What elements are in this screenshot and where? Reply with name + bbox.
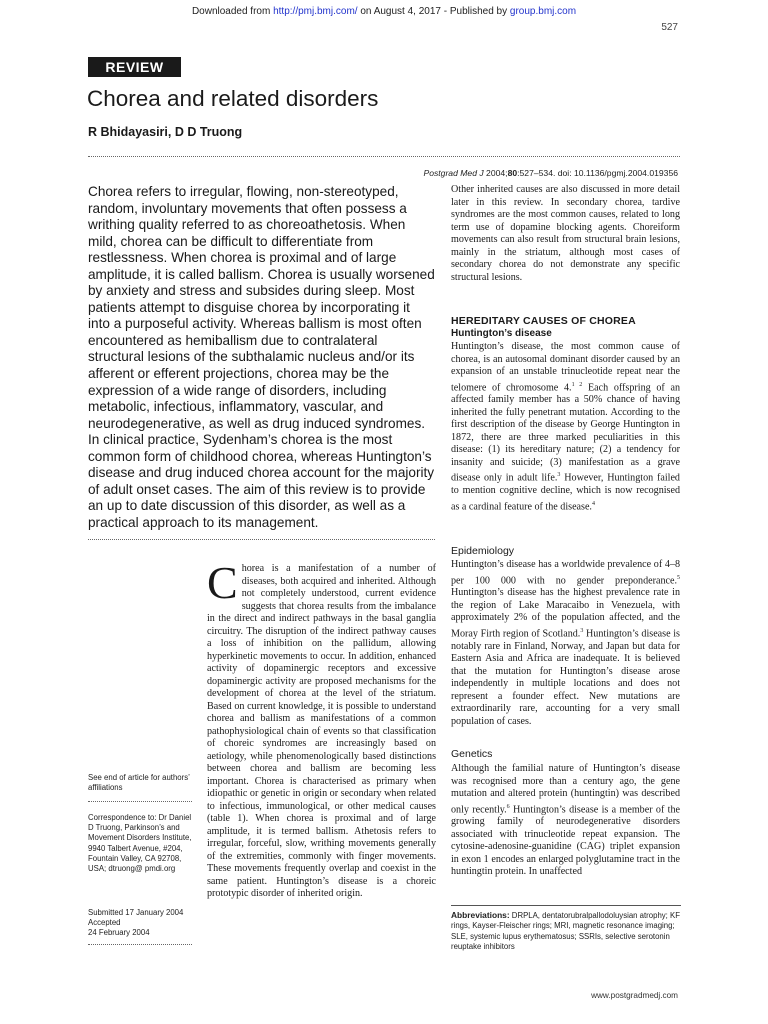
sidebar-divider	[88, 801, 192, 802]
epidemiology-paragraph	[451, 559, 680, 728]
subheading-huntington: Huntington’s disease	[451, 328, 552, 339]
ref-marker: 4	[591, 500, 595, 507]
right-col-intro	[451, 184, 680, 284]
epi-text: Huntington’s disease has the highest prevalence rate in the region of Lake Maracaibo in Venezuela, with approximately 2% of the population affected, and the Moray Firth region of Scotland.	[451, 587, 680, 640]
gen-text: Although the familial nature of Huntington’s disease was recognised more than a century ago, the gene mutation and altered protein (huntingtin) was described only recently.	[451, 763, 680, 815]
section-tag: REVIEW	[88, 57, 181, 77]
subheading-epidemiology: Epidemiology	[451, 545, 515, 557]
citation-year: 2004;	[486, 168, 508, 178]
abbreviations-label: Abbreviations:	[451, 910, 510, 920]
huntington-paragraph	[451, 341, 680, 514]
abbreviations-box	[451, 910, 681, 953]
citation-pages-doi: :527–534. doi: 10.1136/pgmj.2004.019356	[517, 168, 678, 178]
authors: R Bhidayasiri, D D Truong	[88, 125, 243, 139]
subheading-genetics: Genetics	[451, 748, 493, 760]
epi-text: Huntington’s disease has a worldwide prevalence of 4–8 per 100 000 with no gender preponderance.	[451, 559, 680, 586]
accepted-date: 24 February 2004	[88, 928, 150, 937]
epi-text: Huntington’s disease is notably rare in Finland, Norway, and Japan but data for Eastern Asia and Africa are inadequate. It is believed that the mutation for Huntington’s disease arose independently in multiple locations and does not represent a founder effect. New mutations are extraordinarily rare, accounting for a very small population of cases.	[451, 628, 680, 727]
genetics-paragraph	[451, 763, 680, 879]
ref-marker: 3	[557, 472, 561, 479]
correspondence: Correspondence to: Dr Daniel D Truong, Parkinson’s and Movement Disorders Institute, 9940 Talbert Avenue, #204, Fountain Valley, CA 92708, USA; dtruong@ pmdi.org	[88, 813, 192, 874]
body-text: horea is a manifestation of a number of diseases, both acquired and inherited. Although not completely understood, current evidence suggests that chorea results from the imbalance in the direct and indirect pathways in the basal ganglia circuitry. The disruption of the indirect pathway causes a loss of inhibition on the pallidum, allowing hyperkinetic movements to occur. In addition, enhanced activity of dopaminergic receptors and excessive dopaminergic activity are proposed mechanisms for the development of chorea at the level of the striatum. Based on current knowledge, it is possible to understand chorea and ballism as manifestations of a common pathophysiological chain of events so that classification of choreic syndromes are increasingly based on aetiology, while phenomenologically based distinctions between chorea and ballism are becoming less important. Chorea is characterised as primary when idiopathic or genetic in origin or secondary when related to infectious, immunological, or other medical causes (table 1). When chorea is proximal and of large amplitude, it is termed ballism. Athetosis refers to irregular, forceful, slow, writhing movements generally of the extremities, commonly with finger movements. These movements frequently overlap and coexist in the same patient. Huntington’s disease is a choreic prototypic disorder of inherited origin.	[207, 563, 436, 899]
ref-marker: 6	[506, 803, 510, 810]
section-heading: HEREDITARY CAUSES OF CHOREA	[451, 315, 636, 327]
abstract-divider	[88, 539, 435, 540]
citation-volume: 80	[507, 168, 518, 178]
hd-text: However, Huntington failed to mention cognitive decline, which is now recognised as a cardinal feature of the disease.	[451, 472, 680, 513]
body-paragraph	[207, 557, 436, 901]
drop-cap: C	[207, 557, 238, 608]
sidebar-divider	[88, 944, 192, 945]
accepted-label: Accepted	[88, 918, 121, 927]
banner-middle: on August 4, 2017 - Published by	[357, 6, 510, 17]
page-number: 527	[661, 22, 678, 33]
download-banner	[0, 6, 768, 17]
bmj-group-link[interactable]: group.bmj.com	[509, 6, 577, 17]
article-title: Chorea and related disorders	[87, 86, 379, 111]
abbreviations-rule	[451, 905, 681, 906]
pmj-link[interactable]: http://pmj.bmj.com/	[273, 6, 358, 17]
journal-name: Postgrad Med J	[423, 168, 484, 178]
intro-paragraph: Other inherited causes are also discussed in more detail later in this review. In secondary chorea, tardive syndromes are the most common causes, related to long term use of dopamine blocking agents. Choreiform movements can also result from structural brain lesions, mainly in the striatum, although most cases of secondary chorea do not demonstrate any specific structural lesions.	[451, 184, 680, 283]
affiliations-note: See end of article for authors’ affiliations	[88, 773, 190, 793]
abbreviations-text: DRPLA, dentatorubralpallodoluysian atrophy; KF rings, Kayser-Fleischer rings; MRI, magnetic resonance imaging; SLE, systemic lupus erythematosus; SSRIs, selective serotonin reuptake inhibitors	[451, 911, 680, 952]
abstract: Chorea refers to irregular, flowing, non-stereotyped, random, involuntary movements that often possess a writhing quality referred to as choreoathetosis. When mild, chorea can be difficult to differentiate from restlessness. When chorea is proximal and of large amplitude, it is called ballism. Chorea is usually worsened by anxiety and stress and subsides during sleep. Most patients attempt to disguise chorea by incorporating it into a purposeful activity. Whereas ballism is most often encountered as hemiballism due to contralateral structural lesions of the subthalamic nucleus and/or its afferent or efferent projections, chorea may be the expression of a wide range of disorders, including metabolic, infectious, inflammatory, vascular, and neurodegenerative, as well as drug induced syndromes. In clinical practice, Sydenham’s chorea is the most common form of childhood chorea, whereas Huntington’s disease and drug induced chorea account for the majority of adult onset cases. The aim of this review is to provide an up to date discussion of this disorder, as well as a practical approach to its management.	[88, 184, 435, 530]
submitted-date: Submitted 17 January 2004	[88, 908, 184, 917]
ref-marker: 5	[677, 574, 680, 581]
hd-text: Each offspring of an affected family member has a 50% chance of having inherited the fully penetrant mutation. According to the first description of the disease by George Huntington in 1872, there are three marked peculiarities in this disease: (1) its hereditary nature; (2) a tendency for insanity and suicide; (3) manifestation as a grave disease only in adult life.	[451, 381, 681, 484]
header-divider	[88, 156, 680, 157]
gen-text: Huntington’s disease is a member of the growing family of neurodegenerative disorders associated with trinucleotide repeat expansion. The cytosine-adenosine-guanidine (CAG) triplet expansion in exon 1 encodes an enlarged polyglutamine tract in the huntingtin protein. In unaffected	[451, 803, 680, 878]
citation-line	[423, 168, 678, 178]
ref-marker: 3	[580, 627, 584, 634]
hd-text: Huntington’s disease, the most common cause of chorea, is an autosomal dominant disorder caused by an expansion of an unstable trinucleotide repeat near the telomere of chromosome 4.	[451, 341, 680, 393]
ref-marker: 1 2	[571, 381, 583, 388]
banner-prefix: Downloaded from	[191, 6, 274, 17]
footer-url[interactable]: www.postgradmedj.com	[591, 991, 678, 1000]
